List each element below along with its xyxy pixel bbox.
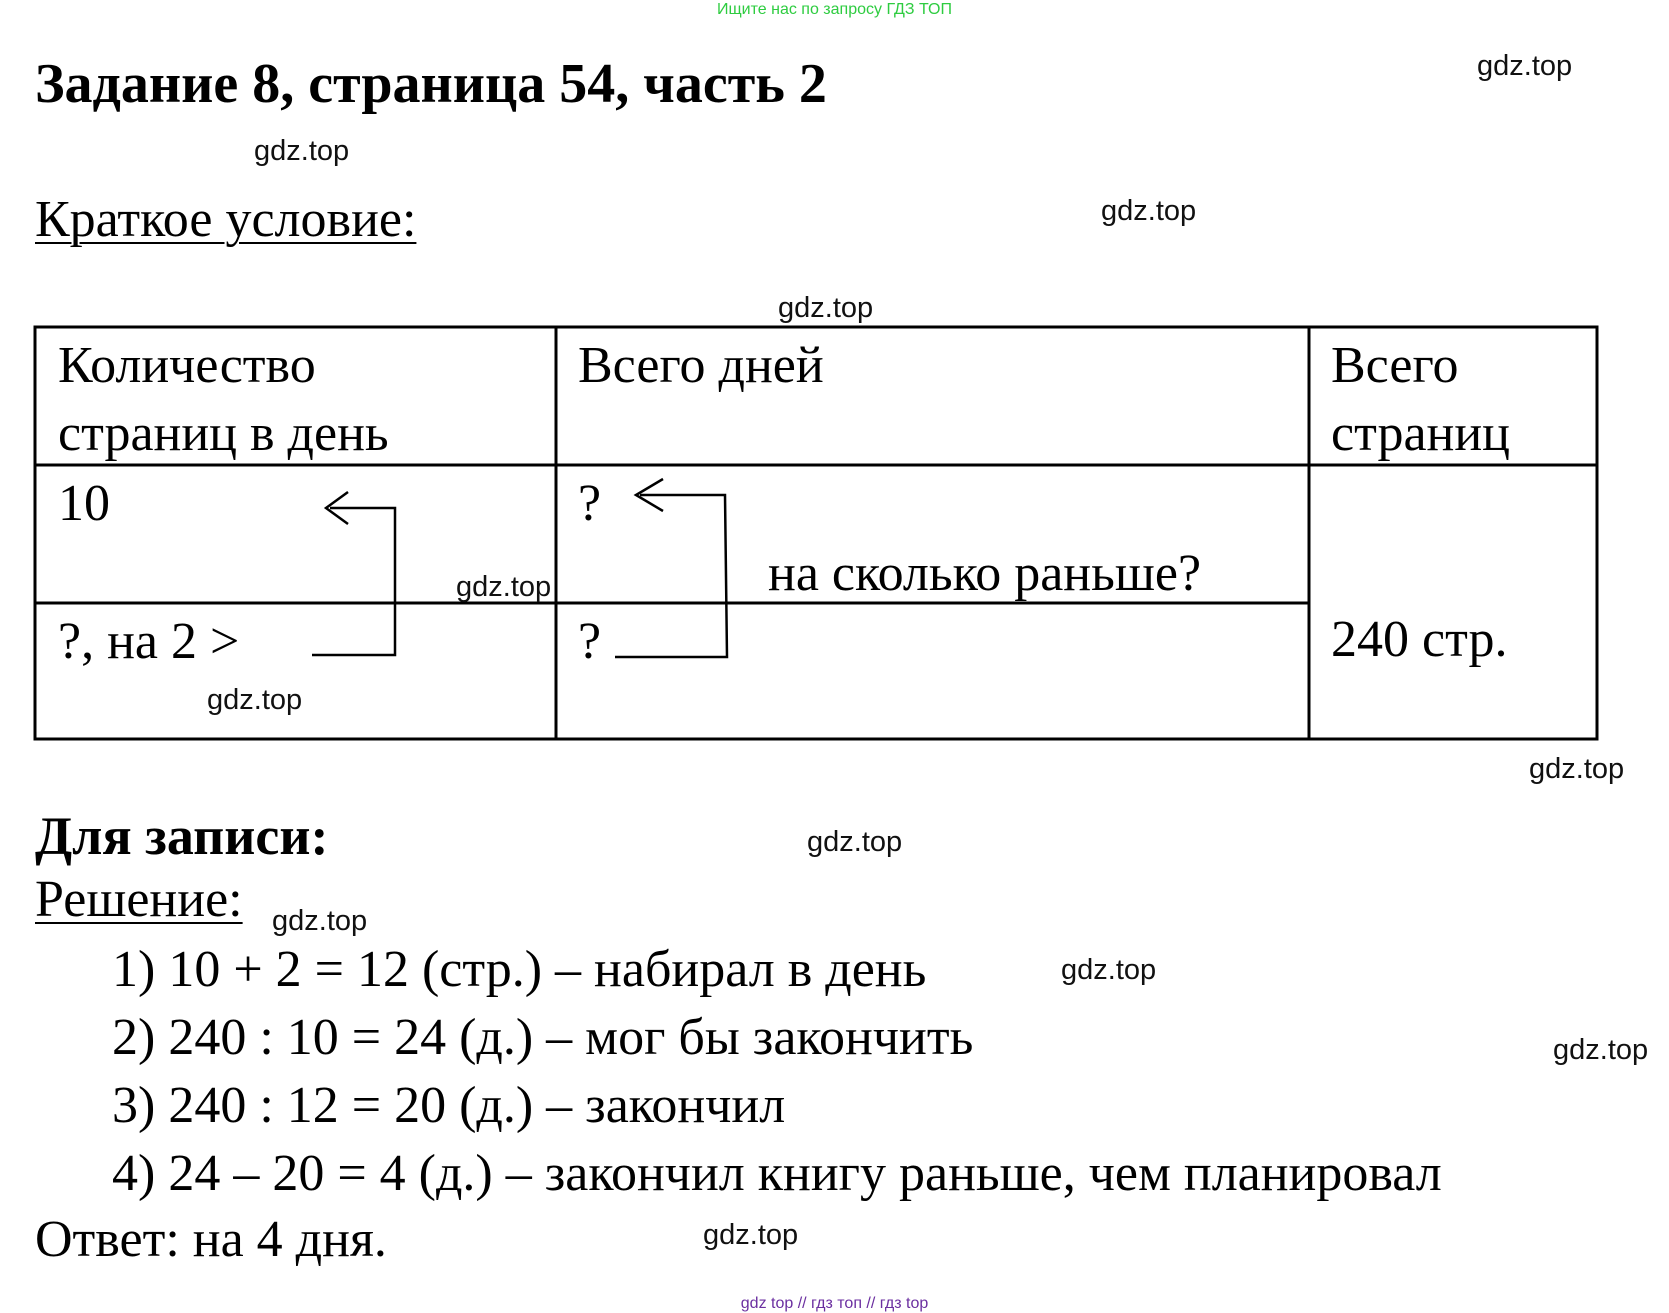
short-condition-label: Краткое условие: — [35, 191, 417, 248]
watermark: gdz.top — [1101, 195, 1197, 227]
watermark: gdz.top — [456, 571, 552, 603]
watermark: gdz.top — [807, 826, 903, 858]
header-total-pages: Всего страниц — [1331, 337, 1511, 462]
cell-pages-actual: ?, на 2 > — [58, 613, 240, 670]
watermark: gdz.top — [207, 684, 303, 716]
top-banner: Ищите нас по запросу ГДЗ ТОП — [717, 1, 952, 18]
cell-total-pages: 240 стр. — [1331, 611, 1508, 668]
watermark: gdz.top — [1061, 954, 1157, 986]
cell-days-actual: ? — [578, 613, 602, 670]
solution-label: Решение: — [35, 871, 243, 928]
for-record-label: Для записи: — [35, 806, 329, 866]
watermark: gdz.top — [254, 135, 350, 167]
header-total-days: Всего дней — [578, 337, 824, 394]
solution-step-1: 1) 10 + 2 = 12 (стр.) – набирал в день — [112, 941, 927, 998]
solution-step-3: 3) 240 : 12 = 20 (д.) – закончил — [112, 1077, 786, 1134]
footer-links: gdz top // гдз топ // гдз top — [740, 1295, 929, 1312]
header-pages-per-day: Количество страниц в день — [58, 337, 389, 462]
solution-step-2: 2) 240 : 10 = 24 (д.) – мог бы закончить — [112, 1009, 974, 1066]
answer-line: Ответ: на 4 дня. — [35, 1211, 387, 1268]
arrow-bracket-col1 — [312, 492, 395, 655]
watermark: gdz.top — [1529, 753, 1625, 785]
arrow-bracket-col2 — [615, 479, 727, 657]
watermark: gdz.top — [272, 905, 368, 937]
page-title: Задание 8, страница 54, часть 2 — [35, 53, 827, 115]
cell-pages-planned: 10 — [58, 475, 110, 532]
watermark: gdz.top — [1477, 50, 1573, 82]
cell-days-planned: ? — [578, 475, 602, 532]
solution-step-4: 4) 24 – 20 = 4 (д.) – закончил книгу раньше, чем планировал — [112, 1145, 1442, 1202]
watermark: gdz.top — [1553, 1034, 1649, 1066]
question-how-much-earlier: на сколько раньше? — [768, 545, 1202, 602]
watermark: gdz.top — [778, 292, 874, 324]
watermark: gdz.top — [703, 1219, 799, 1251]
